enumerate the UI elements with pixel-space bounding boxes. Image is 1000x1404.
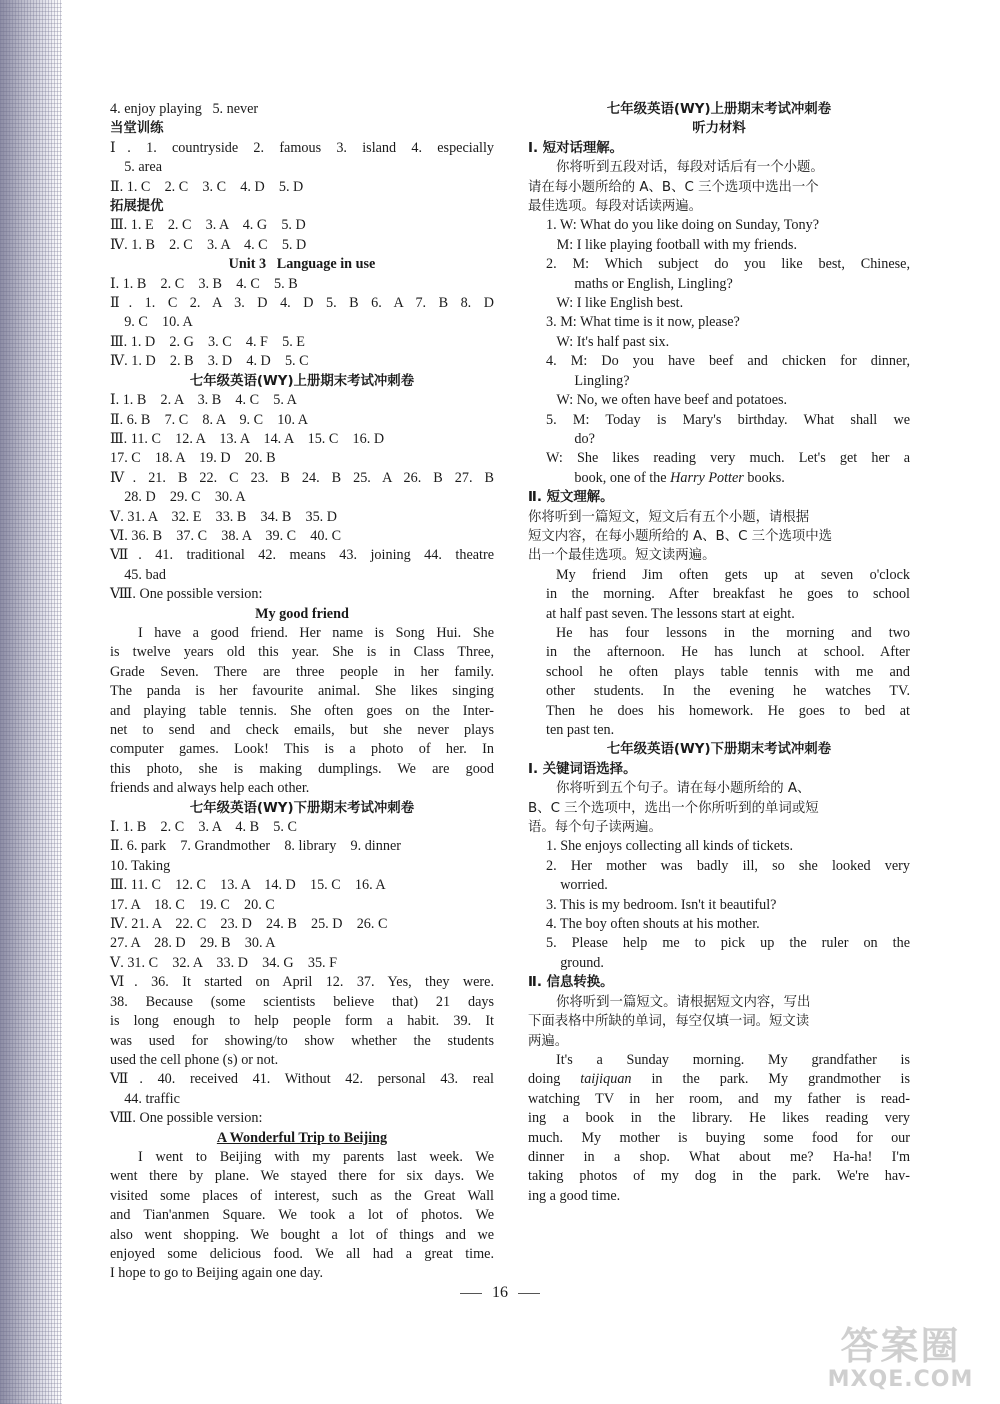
line-text: Ⅱ. 6. B 7. C 8. A 9. C 10. A	[110, 411, 309, 428]
line-text: ing a good time.	[528, 1187, 621, 1204]
line-text: Ⅷ. One possible version:	[110, 1110, 263, 1127]
line-text: Ⅱ. 1. C 2. A 3. D 4. D 5. B 6. A 7. B 8. D	[110, 295, 494, 312]
line-text: enjoyed some delicious food. We all had a great time.	[110, 1245, 494, 1262]
right-line	[528, 721, 910, 740]
line-text: 4. enjoy playing 5. never	[110, 101, 259, 117]
left-line	[110, 1245, 494, 1264]
line-text: Ⅰ. 1. B 2. A 3. B 4. C 5. A	[110, 392, 297, 409]
line-text: 4. The boy often shouts at his mother.	[546, 916, 760, 933]
line-text: in the morning. After breakfast he goes to school	[546, 586, 910, 603]
left-line	[110, 663, 494, 682]
left-line	[110, 993, 494, 1012]
right-line	[528, 585, 910, 604]
left-line	[110, 876, 494, 895]
right-line	[528, 934, 910, 953]
scanned-page-edge	[0, 0, 62, 1404]
right-line	[528, 139, 910, 158]
right-line	[528, 1148, 910, 1167]
line-text: 1. W: What do you like doing on Sunday, Tony?	[546, 217, 820, 234]
left-line	[110, 158, 494, 177]
page-number-row	[0, 1284, 1000, 1302]
right-line	[528, 178, 910, 197]
left-line	[110, 799, 494, 818]
watermark-url: MXQE.COM	[827, 1367, 974, 1392]
line-text: also went shopping. We bought a lot of things and we	[110, 1226, 494, 1243]
line-text: computer games. Look! This is a photo of her. In	[110, 741, 494, 758]
line-text: much. My mother is buying some food for our	[528, 1129, 910, 1146]
line-text: Ⅳ. 21. B 22. C 23. B 24. B 25. A 26. B 27. B	[110, 469, 494, 486]
right-line	[528, 663, 910, 682]
line-italic-text: taijiquan	[580, 1071, 632, 1088]
line-text: The panda is her favourite animal. She likes singing	[110, 683, 494, 700]
left-line	[110, 275, 494, 294]
line-text: Ⅱ. 6. park 7. Grandmother 8. library 9. dinner	[110, 838, 401, 855]
line-text: I have a good friend. Her name is Song Hui. She	[138, 624, 494, 641]
line-text: 44. traffic	[110, 1090, 180, 1107]
line-text: friends and always help each other.	[110, 780, 310, 797]
line-text-tail: in the park. My grandmother is	[631, 1071, 910, 1088]
right-line	[528, 1109, 910, 1128]
line-text: Ⅱ. 1. C 2. C 3. C 4. D 5. D	[110, 178, 304, 195]
line-text: A Wonderful Trip to Beijing	[216, 1129, 388, 1146]
right-line	[528, 508, 910, 527]
left-column	[110, 100, 494, 1284]
left-line	[110, 1206, 494, 1225]
line-text: 9. C 10. A	[110, 314, 193, 331]
line-text: 最佳选项。每段对话读两遍。	[528, 199, 703, 215]
line-text: 七年级英语(WY)下册期末考试冲刺卷	[606, 742, 832, 758]
right-line	[528, 779, 910, 798]
line-text: W: No, we often have beef and potatoes.	[546, 392, 788, 409]
line-text: 你将听到一篇短文。请根据短文内容，写出	[556, 994, 811, 1010]
right-line	[528, 818, 910, 837]
line-text: W: She likes reading very much. Let's get her a	[546, 450, 910, 467]
right-line	[528, 100, 910, 119]
line-text: 听力材料	[692, 121, 746, 137]
line-text: do?	[546, 430, 595, 447]
line-text: 拓展提优	[110, 199, 164, 215]
left-line	[110, 1032, 494, 1051]
line-text: 七年级英语(WY)上册期末考试冲刺卷	[189, 373, 415, 389]
line-text: Ⅲ. 11. C 12. C 13. A 14. D 15. C 16. A	[110, 877, 386, 894]
line-text: 45. bad	[110, 566, 166, 583]
right-line	[528, 333, 910, 352]
left-line	[110, 313, 494, 332]
line-text: ing a book in the library. He likes reading very	[528, 1110, 910, 1127]
line-text-tail: books.	[743, 469, 785, 486]
line-text: 1. She enjoys collecting all kinds of tickets.	[546, 838, 794, 855]
right-line	[528, 837, 910, 856]
line-text: Ⅶ. 40. received 41. Without 42. personal 43. real	[110, 1071, 494, 1088]
line-text: went there by plane. We stayed there for six days. We	[110, 1168, 494, 1185]
line-text: Grade Seven. There are three people in her family.	[110, 663, 494, 680]
line-text: Ⅰ. 关键词语选择。	[528, 761, 637, 777]
right-line	[528, 313, 910, 332]
right-line	[528, 1070, 910, 1089]
line-text: ten past ten.	[546, 722, 615, 738]
line-text: and playing table tennis. She often goes on the Inter-	[110, 702, 494, 719]
line-text: 2. M: Which subject do you like best, Chinese,	[546, 256, 910, 273]
line-text: B、C 三个选项中，选出一个你所听到的单词或短	[528, 800, 819, 816]
line-text: 27. A 28. D 29. B 30. A	[110, 935, 276, 952]
right-line	[528, 158, 910, 177]
left-line	[110, 818, 494, 837]
left-line	[110, 1012, 494, 1031]
right-line	[528, 1090, 910, 1109]
line-text: school he often plays table tennis with me and	[546, 663, 910, 680]
line-text: 出一个最佳选项。短文读两遍。	[528, 548, 716, 564]
right-line	[528, 216, 910, 235]
left-line	[110, 1226, 494, 1245]
left-line	[110, 702, 494, 721]
left-line	[110, 1129, 494, 1148]
left-line	[110, 197, 494, 216]
line-text: dinner in a shop. What about me? Ha-ha! I'm	[528, 1148, 910, 1165]
left-line	[110, 760, 494, 779]
line-text: 当堂训练	[110, 121, 164, 137]
right-line	[528, 197, 910, 216]
right-line	[528, 876, 910, 895]
line-text: 你将听到五个句子。请在每小题所给的 A、	[556, 781, 811, 797]
line-text: It's a Sunday morning. My grandfather is	[556, 1051, 910, 1068]
line-text: 两遍。	[528, 1033, 569, 1049]
left-line	[110, 1264, 494, 1283]
left-line	[110, 1148, 494, 1167]
line-text: Ⅵ. 36. It started on April 12. 37. Yes, they were.	[110, 974, 494, 991]
left-line	[110, 1051, 494, 1070]
line-text: Unit 3 Language in use	[228, 256, 376, 273]
line-text: He has four lessons in the morning and two	[556, 624, 910, 641]
right-line	[528, 682, 910, 701]
line-text: this photo, she is making dumplings. We are good	[110, 760, 494, 777]
line-text: ground.	[546, 954, 604, 971]
left-line	[110, 721, 494, 740]
line-text: Ⅰ. 1. B 2. C 3. A 4. B 5. C	[110, 819, 297, 836]
right-line	[528, 1032, 910, 1051]
right-line	[528, 954, 910, 973]
right-line	[528, 740, 910, 759]
line-text: 你将听到五段对话，每段对话后有一个小题。	[556, 160, 824, 176]
line-text: at half past seven. The lessons start at eight.	[546, 605, 795, 622]
line-text: 10. Taking	[110, 857, 171, 874]
line-text: Ⅳ. 1. D 2. B 3. D 4. D 5. C	[110, 353, 309, 370]
left-line	[110, 973, 494, 992]
right-line	[528, 1129, 910, 1148]
page-number: 16	[492, 1284, 508, 1301]
left-line	[110, 682, 494, 701]
line-text: and Tian'anmen Square. We took a lot of photos. We	[110, 1207, 494, 1224]
dash-left	[460, 1293, 482, 1294]
line-text: worried.	[546, 877, 608, 894]
line-text: Ⅲ. 1. E 2. C 3. A 4. G 5. D	[110, 217, 306, 234]
left-line	[110, 139, 494, 158]
line-text: 5. Please help me to pick up the ruler on the	[546, 935, 910, 952]
line-text: 3. M: What time is it now, please?	[546, 314, 740, 331]
left-line	[110, 1090, 494, 1109]
right-line	[528, 566, 910, 585]
line-text: 28. D 29. C 30. A	[110, 489, 246, 506]
left-line	[110, 585, 494, 604]
left-line	[110, 391, 494, 410]
left-line	[110, 934, 494, 953]
left-line	[110, 236, 494, 255]
line-text: Ⅱ. 短文理解。	[528, 490, 614, 506]
right-line	[528, 702, 910, 721]
right-line	[528, 1187, 910, 1206]
line-text: taking photos of my dog in the park. We're hav-	[528, 1168, 910, 1185]
line-text: net to send and check emails, but she never plays	[110, 722, 494, 738]
line-text: 5. M: Today is Mary's birthday. What shall we	[546, 411, 910, 428]
left-line	[110, 294, 494, 313]
line-text: Ⅰ. 1. B 2. C 3. B 4. C 5. B	[110, 275, 298, 292]
left-line	[110, 605, 494, 624]
right-line	[528, 391, 910, 410]
line-text: 下面表格中所缺的单词，每空仅填一词。短文读	[528, 1014, 810, 1030]
right-line	[528, 255, 910, 274]
line-text: Ⅳ. 1. B 2. C 3. A 4. C 5. D	[110, 236, 307, 253]
left-line	[110, 411, 494, 430]
left-line	[110, 1109, 494, 1128]
line-text: Ⅳ. 21. A 22. C 23. D 24. B 25. D 26. C	[110, 916, 388, 933]
right-line	[528, 236, 910, 255]
line-text: Ⅶ. 41. traditional 42. means 43. joining 44. theatre	[110, 547, 494, 564]
right-line	[528, 546, 910, 565]
line-text: book, one of the	[546, 469, 671, 486]
watermark-title: 答案圈	[840, 1324, 961, 1368]
left-line	[110, 779, 494, 798]
line-text: Ⅲ. 11. C 12. A 13. A 14. A 15. C 16. D	[110, 430, 385, 447]
line-text: My good friend	[255, 605, 349, 622]
line-text: visited some places of interest, such as the Great Wall	[110, 1187, 494, 1204]
right-line	[528, 488, 910, 507]
left-line	[110, 643, 494, 662]
right-line	[528, 430, 910, 449]
right-line	[528, 449, 910, 468]
left-line	[110, 255, 494, 274]
left-line	[110, 216, 494, 235]
left-line	[110, 896, 494, 915]
line-text: 七年级英语(WY)上册期末考试冲刺卷	[606, 102, 832, 117]
line-text: W: It's half past six.	[546, 333, 670, 350]
left-line	[110, 1187, 494, 1206]
line-text: Ⅴ. 31. A 32. E 33. B 34. B 35. D	[110, 508, 338, 525]
right-line	[528, 119, 910, 138]
line-text: Ⅰ. 短对话理解。	[528, 140, 624, 156]
right-column	[528, 100, 910, 1206]
left-line	[110, 915, 494, 934]
right-line	[528, 411, 910, 430]
line-text: Ⅱ. 信息转换。	[528, 975, 614, 991]
line-text: 17. C 18. A 19. D 20. B	[110, 450, 276, 467]
right-line	[528, 760, 910, 779]
right-line	[528, 643, 910, 662]
line-text: 你将听到一篇短文，短文后有五个小题，请根据	[528, 509, 810, 525]
line-text: other students. In the evening he watches TV.	[546, 683, 910, 700]
left-line	[110, 624, 494, 643]
right-line	[528, 275, 910, 294]
watermark-logo	[813, 1324, 988, 1396]
left-line	[110, 178, 494, 197]
line-text: 七年级英语(WY)下册期末考试冲刺卷	[189, 800, 415, 816]
right-line	[528, 799, 910, 818]
line-text: 2. Her mother was badly ill, so she looked very	[546, 857, 910, 874]
left-line	[110, 333, 494, 352]
left-line	[110, 372, 494, 391]
line-text: 17. A 18. C 19. C 20. C	[110, 896, 275, 913]
line-text: watching TV in her room, and my father is read-	[528, 1090, 910, 1107]
line-text: is twelve years old this year. She is in Class Three,	[110, 644, 494, 661]
line-text: Lingling?	[546, 372, 630, 389]
line-text: Ⅴ. 31. C 32. A 33. D 34. G 35. F	[110, 954, 338, 971]
left-line	[110, 954, 494, 973]
line-text: My friend Jim often gets up at seven o'clock	[556, 566, 910, 583]
right-line	[528, 1012, 910, 1031]
line-text: doing	[528, 1071, 581, 1088]
right-line	[528, 372, 910, 391]
right-line	[528, 352, 910, 371]
right-line	[528, 896, 910, 915]
line-text: Ⅷ. One possible version:	[110, 586, 263, 603]
line-text: 4. M: Do you have beef and chicken for dinner,	[546, 353, 910, 370]
left-line	[110, 527, 494, 546]
right-line	[528, 857, 910, 876]
right-line	[528, 915, 910, 934]
right-line	[528, 469, 910, 488]
left-line	[110, 119, 494, 138]
right-line	[528, 527, 910, 546]
line-text: Ⅰ. 1. countryside 2. famous 3. island 4. especially	[110, 139, 494, 156]
left-line	[110, 352, 494, 371]
left-line	[110, 857, 494, 876]
line-text: I went to Beijing with my parents last week. We	[138, 1148, 494, 1165]
line-italic-text: Harry Potter	[670, 469, 744, 486]
line-text: 请在每小题所给的 A、B、C 三个选项中选出一个	[528, 179, 819, 195]
line-text: W: I like English best.	[546, 295, 684, 312]
left-line	[110, 469, 494, 488]
line-text: I hope to go to Beijing again one day.	[110, 1265, 324, 1282]
line-text: in the afternoon. He has lunch at school. After	[546, 644, 910, 661]
line-text: was used for showing/to show whether the students	[110, 1032, 494, 1049]
right-line	[528, 1167, 910, 1186]
line-text: maths or English, Lingling?	[546, 275, 733, 292]
left-line	[110, 430, 494, 449]
right-line	[528, 605, 910, 624]
line-text: 短文内容，在每小题所给的 A、B、C 三个选项中选	[528, 528, 833, 544]
left-line	[110, 566, 494, 585]
left-line	[110, 100, 494, 119]
left-line	[110, 837, 494, 856]
dash-right	[518, 1293, 540, 1294]
right-line	[528, 993, 910, 1012]
left-line	[110, 1070, 494, 1089]
right-line	[528, 624, 910, 643]
left-line	[110, 508, 494, 527]
left-line	[110, 740, 494, 759]
line-text: M: I like playing football with my friends.	[546, 236, 798, 253]
line-text: Ⅲ. 1. D 2. G 3. C 4. F 5. E	[110, 333, 305, 350]
right-line	[528, 1051, 910, 1070]
right-line	[528, 973, 910, 992]
line-text: 5. area	[110, 159, 162, 176]
line-text: is long enough to help people form a habit. 39. It	[110, 1013, 494, 1030]
line-text: 语。每个句子读两遍。	[528, 820, 662, 836]
line-text: 38. Because (some scientists believe that) 21 days	[110, 993, 494, 1010]
line-text: Then he does his homework. He goes to bed at	[546, 702, 910, 719]
left-line	[110, 449, 494, 468]
left-line	[110, 546, 494, 565]
line-text: used the cell phone (s) or not.	[110, 1051, 279, 1068]
line-text: 3. This is my bedroom. Isn't it beautiful?	[546, 896, 777, 913]
left-line	[110, 488, 494, 507]
right-line	[528, 294, 910, 313]
line-text: Ⅵ. 36. B 37. C 38. A 39. C 40. C	[110, 527, 342, 544]
left-line	[110, 1167, 494, 1186]
